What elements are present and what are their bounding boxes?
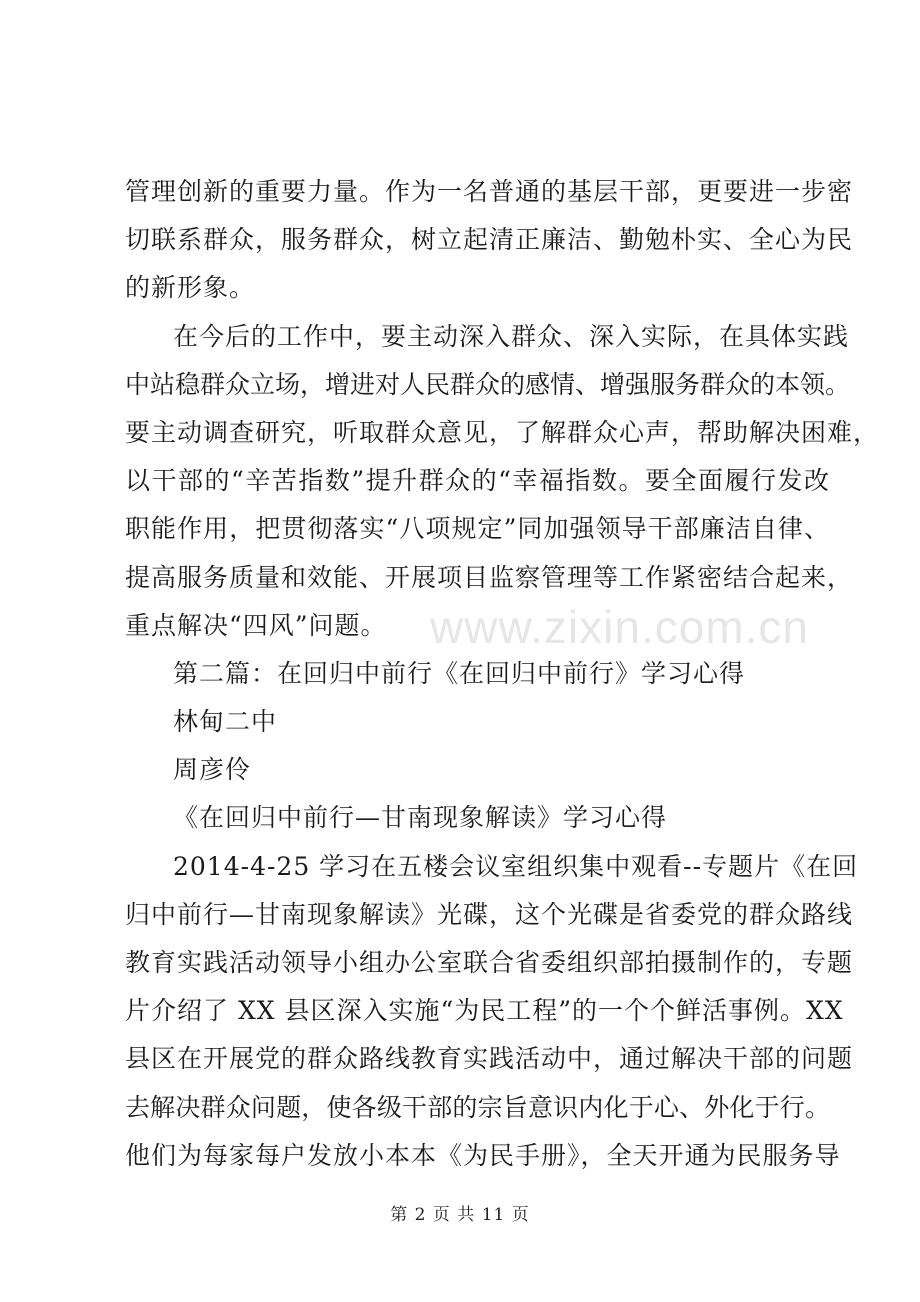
paragraph-line: 提高服务质量和效能、开展项目监察管理等工作紧密结合起来， <box>125 562 854 592</box>
paragraph-line: 归中前行—甘南现象解读》光碟，这个光碟是省委党的群众路线 <box>125 899 854 929</box>
paragraph-line: 片介绍了 XX 县区深入实施“为民工程”的一个个鲜活事例。XX <box>125 996 844 1026</box>
paragraph-line: 重点解决“四风”问题。 <box>125 610 387 640</box>
paragraph-line: 管理创新的重要力量。作为一名普通的基层干部，更要进一步密 <box>125 177 854 206</box>
paragraph-line: 去解决群众问题，使各级干部的宗旨意识内化于心、外化于行。 <box>125 1092 830 1122</box>
paragraph-line: 教育实践活动领导小组办公室联合省委组织部拍摄制作的，专题 <box>125 948 854 977</box>
body-text <box>125 168 880 1180</box>
paragraph-line: 要主动调查研究，听取群众意见，了解群众心声，帮助解决困难， <box>125 417 880 447</box>
paragraph-line: 以干部的“辛苦指数”提升群众的“幸福指数。要全面履行发改 <box>125 466 830 496</box>
paragraph-line: 在今后的工作中，要主动深入群众、深入实际，在具体实践 <box>173 321 850 351</box>
paragraph-line: 2014-4-25 学习在五楼会议室组织集中观看--专题片《在回 <box>173 851 859 881</box>
school-name: 林甸二中 <box>173 707 278 737</box>
paragraph-line: 切联系群众，服务群众，树立起清正廉洁、勤勉朴实、全心为民 <box>125 225 854 255</box>
page-footer: 第 2 页 共 11 页 <box>390 1205 530 1225</box>
author-name: 周彦伶 <box>173 755 252 785</box>
paragraph-line: 他们为每家每户发放小本本《为民手册》，全天开通为民服务导 <box>125 1140 841 1170</box>
section-heading: 第二篇：在回归中前行《在回归中前行》学习心得 <box>173 658 746 688</box>
paragraph-line: 职能作用，把贯彻落实“八项规定”同加强领导干部廉洁自律、 <box>125 514 830 544</box>
paragraph-line: 县区在开展党的群众路线教育实践活动中，通过解决干部的问题 <box>125 1044 854 1074</box>
article-title: 《在回归中前行—甘南现象解读》学习心得 <box>173 803 668 833</box>
paragraph-line: 中站稳群众立场，增进对人民群众的感情、增强服务群众的本领。 <box>125 369 851 399</box>
watermark: www.zixin.com.cn <box>430 601 809 653</box>
paragraph-line: 的新形象。 <box>125 273 256 303</box>
